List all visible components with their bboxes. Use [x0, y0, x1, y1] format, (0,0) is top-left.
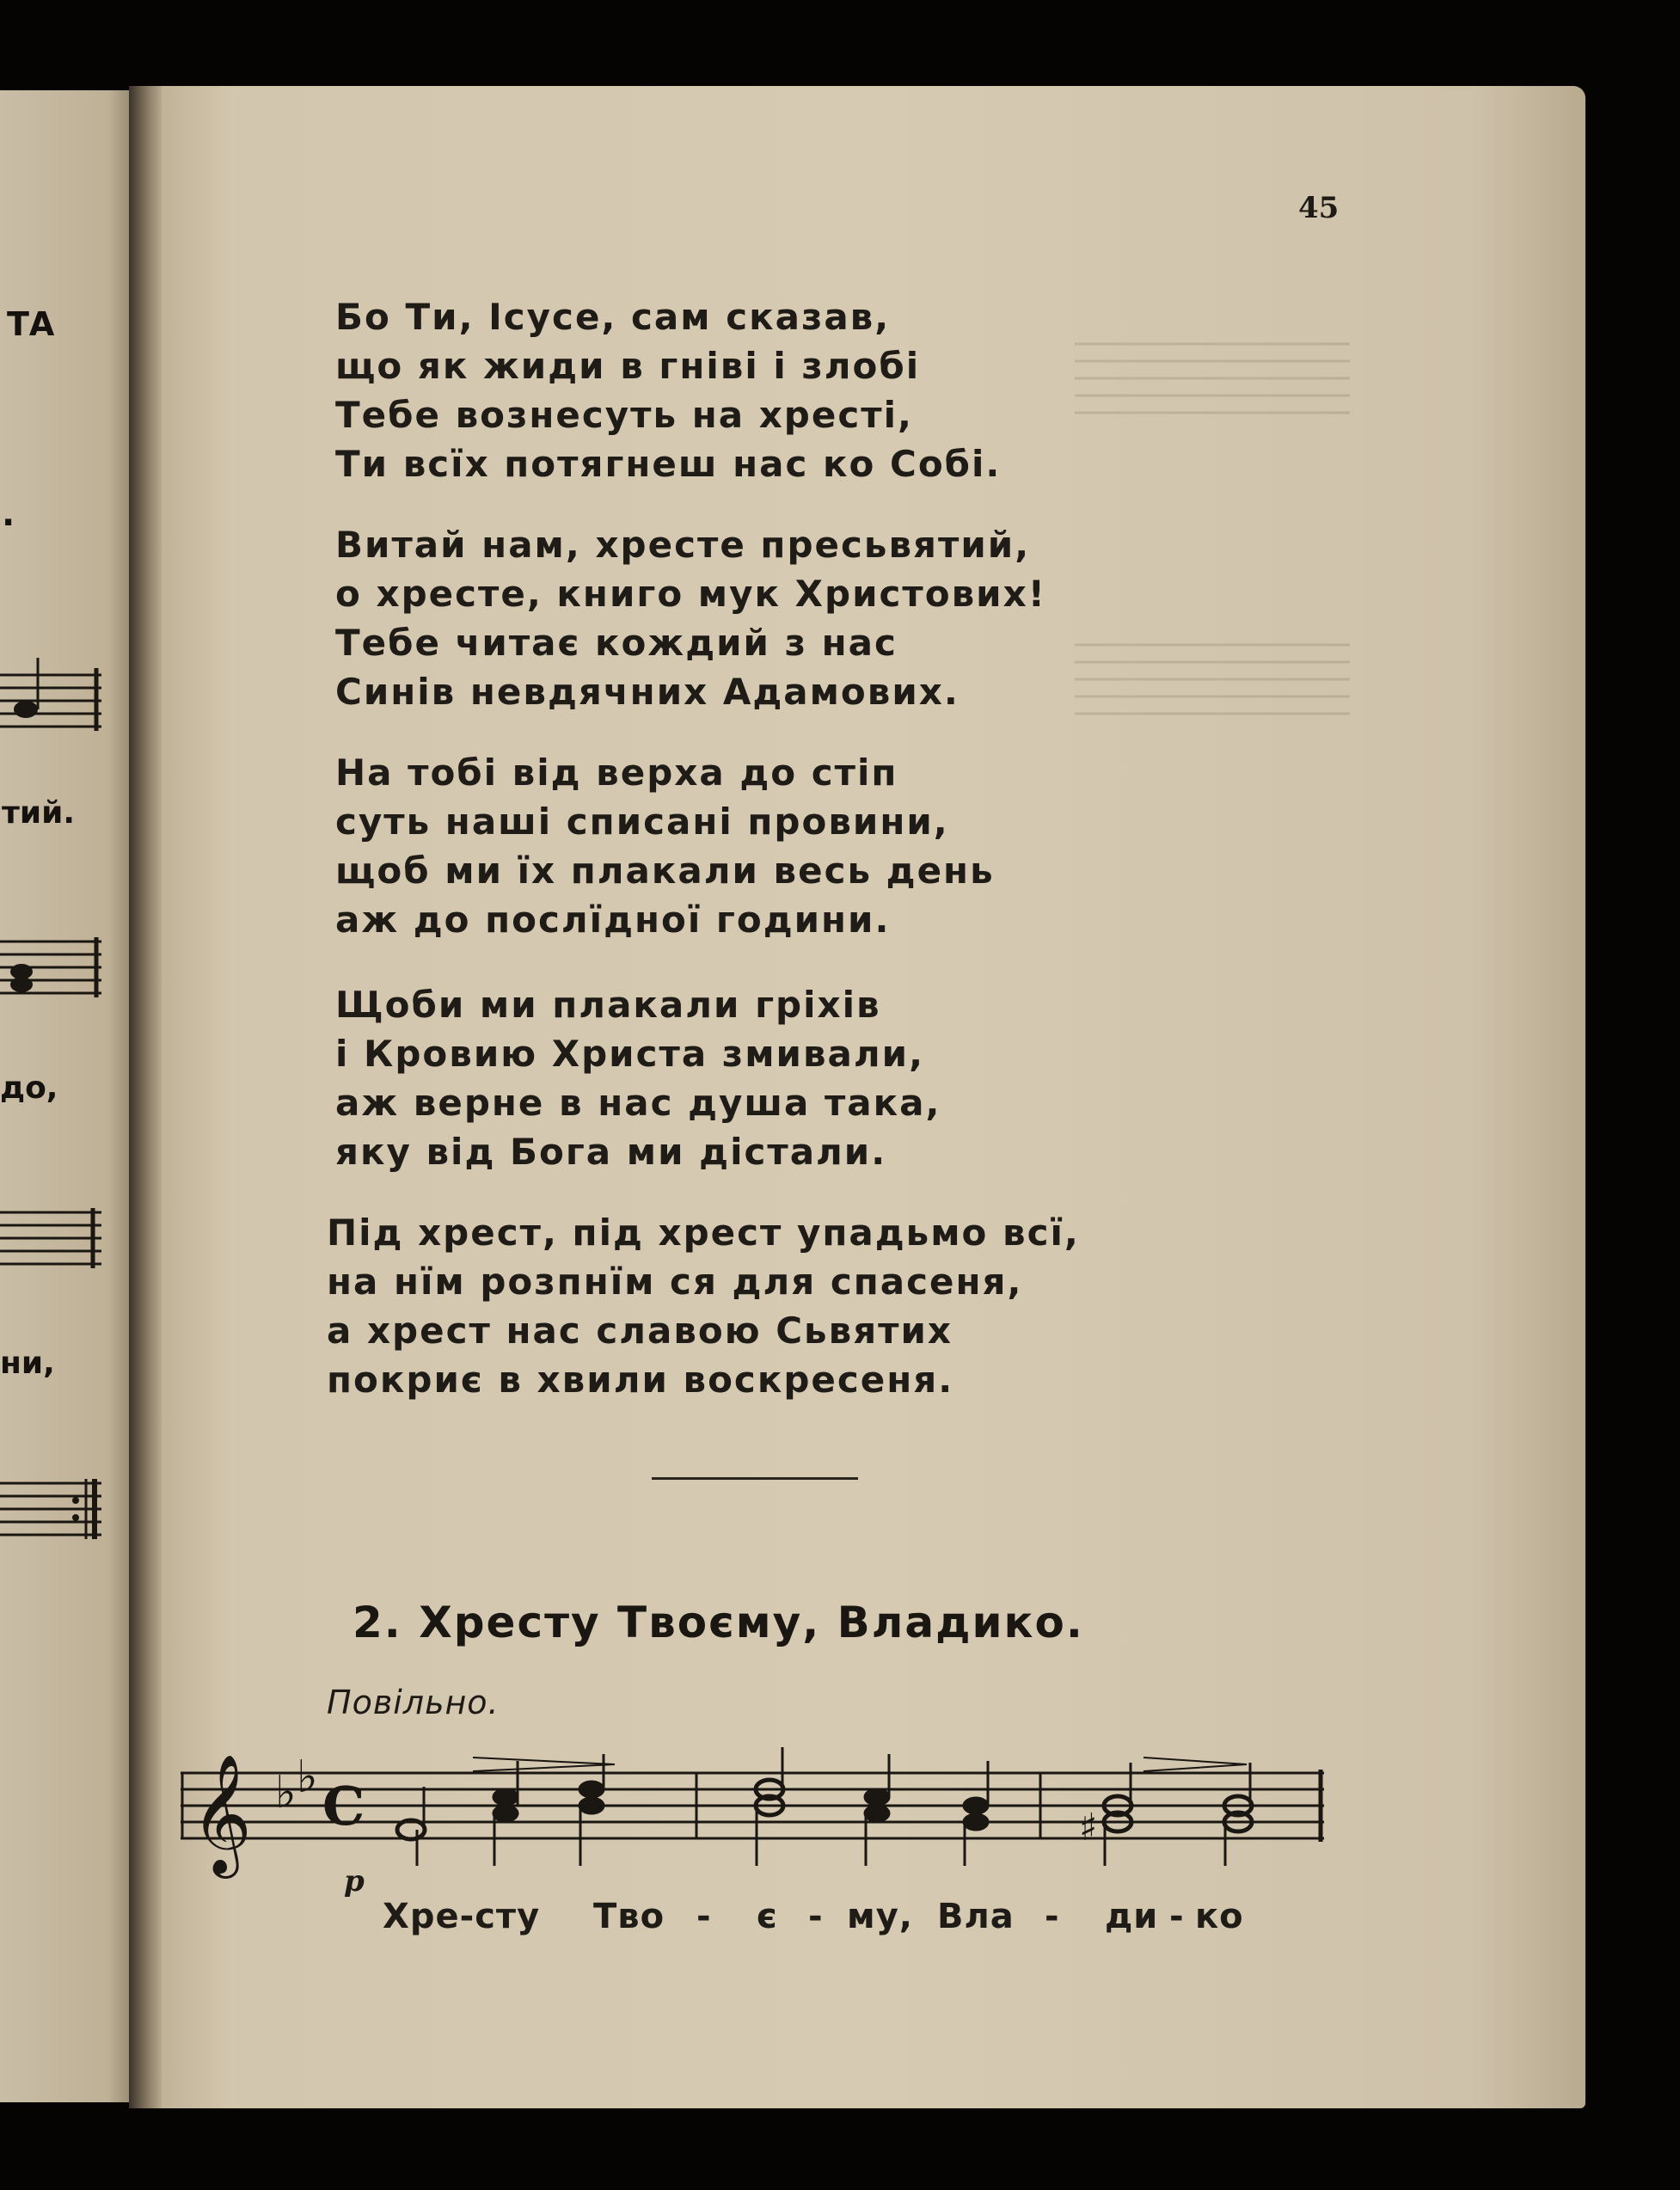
verse-line: аж верне в нас душа така,	[335, 1082, 941, 1124]
verse-line: щоб ми їх плакали весь день	[335, 850, 995, 892]
lyric-syllable: -	[1169, 1897, 1185, 1936]
common-time-icon: C	[322, 1775, 365, 1837]
verse-line: Тебе вознесуть на хресті,	[335, 394, 913, 436]
verse-line: Бо Ти, Ісусе, сам сказав,	[335, 296, 891, 338]
bleed-through-decor	[1075, 628, 1358, 731]
verse-line: яку від Бога ми дістали.	[335, 1131, 887, 1173]
lyric-syllable: му,	[847, 1897, 913, 1936]
stanza	[335, 520, 1046, 716]
book-gutter	[129, 86, 162, 2108]
left-page-fragment: ТА	[7, 305, 55, 343]
left-page-fragment: тий.	[2, 795, 75, 831]
verse-line: На тобі від верха до стіп	[335, 751, 898, 794]
flat-icon: ♭	[275, 1767, 297, 1819]
left-page-fragment: ни,	[0, 1346, 55, 1381]
lyric-syllable: -	[808, 1897, 824, 1936]
lyric-syllable: -	[1045, 1897, 1060, 1936]
lyric-syllable: є	[757, 1897, 778, 1936]
stanza	[335, 980, 941, 1176]
bleed-through-decor	[1075, 327, 1358, 430]
music-staff	[181, 1751, 1333, 1874]
lyric-syllable: Тво	[593, 1897, 665, 1936]
sharp-icon: ♯	[1079, 1806, 1098, 1850]
stanza	[335, 748, 995, 944]
verse-line: аж до послїдної години.	[335, 899, 891, 941]
section-divider	[652, 1477, 858, 1480]
lyric-syllable: Вла	[937, 1897, 1015, 1936]
stanza	[327, 1208, 1080, 1404]
treble-clef-icon: 𝄞	[191, 1754, 252, 1874]
verse-line: покриє в хвили воскресеня.	[327, 1359, 954, 1401]
stanza	[335, 292, 1001, 488]
flat-icon: ♭	[297, 1751, 318, 1803]
verse-line: о хресте, книго мук Христових!	[335, 573, 1046, 615]
verse-line: Витай нам, хресте пресьвятий,	[335, 524, 1031, 566]
verse-line: що як жиди в гніві і злобі	[335, 345, 921, 387]
verse-line: Тебе читає кождий з нас	[335, 622, 898, 664]
verse-line: суть наші списані провини,	[335, 801, 949, 843]
tempo-marking: Повільно.	[327, 1684, 500, 1721]
lyric-syllable: Хре-сту	[383, 1897, 541, 1936]
left-page-fragment: .	[2, 494, 15, 534]
page-number: 45	[1298, 191, 1340, 225]
verse-line: і Кровию Христа змивали,	[335, 1033, 925, 1075]
verse-line: на нїм розпнїм ся для спасеня,	[327, 1261, 1023, 1303]
lyric-syllable: ко	[1195, 1897, 1244, 1936]
left-page-fragment: до,	[0, 1070, 58, 1106]
lyric-syllable: ди	[1105, 1897, 1159, 1936]
verse-line: Ти всїх потягнеш нас ко Собі.	[335, 443, 1002, 485]
verse-line: Під хрест, під хрест упадьмо всї,	[327, 1212, 1080, 1254]
dynamic-marking: p	[344, 1864, 365, 1899]
verse-line: Щоби ми плакали гріхів	[335, 984, 881, 1026]
lyric-syllable: -	[696, 1897, 712, 1936]
verse-line: а хрест нас славою Сьвятих	[327, 1310, 953, 1352]
song-title: 2. Хресту Твоєму, Владико.	[353, 1598, 1084, 1647]
verse-line: Синів невдячних Адамових.	[335, 671, 960, 713]
